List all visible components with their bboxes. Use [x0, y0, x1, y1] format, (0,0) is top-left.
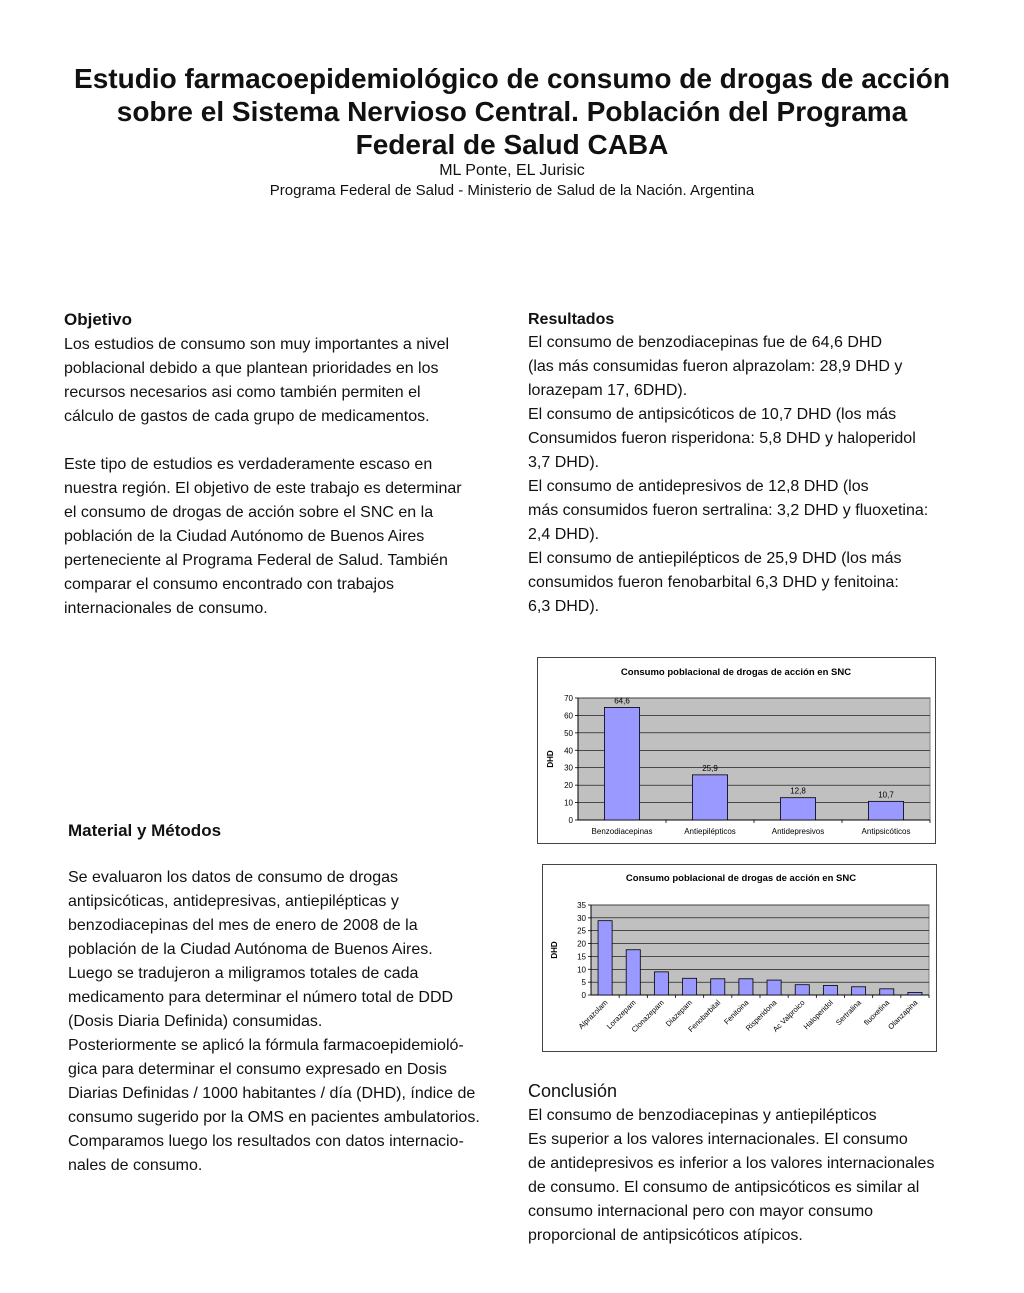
bar [767, 980, 781, 995]
text-line: Los estudios de consumo son muy importantes a nivel [64, 336, 450, 353]
section-heading: Conclusión [528, 1081, 618, 1101]
text-line: consumo internacional pero con mayor consumo [528, 1203, 874, 1220]
bar [823, 985, 837, 995]
authors: ML Ponte, EL Jurisic [439, 162, 585, 179]
section-body [68, 866, 508, 1178]
y-tick-label: 35 [577, 901, 586, 910]
chart-title: Consumo poblacional de drogas de acción en SNC [620, 667, 852, 678]
text-line: nales de consumo. [68, 1157, 203, 1174]
conclusion-section [528, 1079, 988, 1248]
x-tick-label: Sertralina [833, 998, 863, 1028]
x-tick-label: Diazepam [663, 998, 694, 1029]
section-heading: Resultados [528, 311, 615, 328]
y-axis-label: DHD [550, 941, 559, 959]
text-line: 3,7 DHD). [528, 454, 600, 471]
title-line: sobre el Sistema Nervioso Central. Población del Programa [116, 96, 908, 127]
bar [626, 950, 640, 995]
text-line: benzodiacepinas del mes de enero de 2008 de la [68, 917, 418, 934]
section-heading: Objetivo [64, 310, 133, 329]
x-tick-label: Olanzapina [886, 998, 920, 1032]
text-line: El consumo de antipsicóticos de 10,7 DHD (los más [528, 406, 897, 423]
data-label: 64,6 [614, 696, 630, 706]
chart-categories-svg [538, 658, 935, 843]
chart-drugs-svg [543, 865, 936, 1051]
bar [654, 972, 668, 995]
text-line: más consumidos fueron sertralina: 3,2 DHD y fluoxetina: [528, 502, 929, 519]
metodos-section [68, 820, 508, 1178]
text-line: consumo sugerido por la OMS en pacientes ambulatorios. [68, 1109, 480, 1126]
text-line: recursos necesarios asi como también permiten el [64, 384, 421, 401]
bar [692, 775, 727, 820]
text-line: antipsicóticas, antidepresivas, antiepilépticas y [68, 893, 399, 910]
chart-title: Consumo poblacional de drogas de acción en SNC [625, 873, 857, 884]
bar [780, 798, 815, 820]
text-line: 6,3 DHD). [528, 598, 600, 615]
text-line: 2,4 DHD). [528, 526, 600, 543]
text-line: nuestra región. El objetivo de este trabajo es determinar [64, 480, 462, 497]
text-line: de consumo. El consumo de antipsicóticos es similar al [528, 1179, 920, 1196]
y-tick-label: 0 [568, 816, 573, 825]
bar [683, 978, 697, 995]
bar [739, 979, 753, 995]
y-tick-label: 20 [577, 939, 586, 949]
y-tick-label: 40 [564, 746, 573, 756]
section-body [528, 1104, 988, 1248]
text-line: El consumo de benzodiacepinas fue de 64,6 DHD [528, 334, 882, 351]
x-tick-label: Benzodiacepinas [591, 827, 653, 836]
plot-area [591, 905, 929, 995]
y-tick-label: 50 [564, 728, 573, 738]
text-line: poblacional debido a que plantean prioridades en los [64, 360, 439, 377]
x-tick-label: Fenobarbital [686, 998, 723, 1034]
bar [711, 979, 725, 995]
text-line: El consumo de benzodiacepinas y antiepilépticos [528, 1107, 877, 1124]
data-label: 12,8 [790, 786, 806, 796]
y-tick-label: 25 [577, 926, 586, 936]
y-tick-label: 30 [577, 913, 586, 923]
data-label: 10,7 [878, 790, 894, 800]
y-tick-label: 30 [564, 763, 573, 773]
bar [598, 921, 612, 995]
bar [604, 707, 639, 820]
text-line: Comparamos luego los resultados con datos internacio- [68, 1133, 464, 1150]
x-tick-label: Haloperidol [801, 998, 835, 1032]
text-line: Posteriormente se aplicó la fórmula farmacoepidemioló- [68, 1037, 464, 1054]
y-tick-label: 70 [564, 694, 573, 703]
x-tick-label: Antipsicóticos [861, 827, 911, 836]
text-line: proporcional de antipsicóticos atípicos. [528, 1227, 803, 1244]
poster-title [40, 62, 984, 161]
resultados-section [528, 309, 968, 619]
text-line: Es superior a los valores internacionales. El consumo [528, 1131, 908, 1148]
text-line: perteneciente al Programa Federal de Salud. También [64, 552, 448, 569]
text-line: medicamento para determinar el número total de DDD [68, 989, 454, 1006]
x-tick-label: Alprazolam [576, 998, 610, 1031]
text-line: gica para determinar el consumo expresado en Dosis [68, 1061, 447, 1078]
y-tick-label: 10 [564, 798, 573, 808]
data-label: 25,9 [702, 763, 718, 773]
text-line: El consumo de antiepilépticos de 25,9 DHD (los más [528, 550, 902, 567]
x-tick-label: fluoxetina [862, 998, 892, 1028]
x-tick-label: Antiepilépticos [684, 827, 736, 836]
y-axis-label: DHD [546, 750, 555, 768]
text-line: Diarias Definidas / 1000 habitantes / día (DHD), índice de [68, 1085, 476, 1102]
text-line: (las más consumidas fueron alprazolam: 28,9 DHD y [528, 358, 903, 375]
text-line: consumidos fueron fenobarbital 6,3 DHD y fenitoina: [528, 574, 899, 591]
y-tick-label: 15 [577, 952, 586, 962]
section-body [528, 331, 968, 619]
chart-drugs [542, 864, 937, 1052]
text-line: Se evaluaron los datos de consumo de drogas [68, 869, 398, 886]
y-tick-label: 5 [581, 978, 586, 988]
text-line: (Dosis Diaria Definida) consumidas. [68, 1013, 323, 1030]
bar [852, 987, 866, 995]
bar [908, 992, 922, 995]
text-line: el consumo de drogas de acción sobre el SNC en la [64, 504, 434, 521]
title-line: Federal de Salud CABA [355, 129, 669, 160]
x-tick-label: Ac Valproico [770, 998, 807, 1034]
title-line: Estudio farmacoepidemiológico de consumo de drogas de acción [74, 63, 950, 94]
text-line: población de la Ciudad Autónomo de Buenos Aires [64, 528, 425, 545]
text-line: internacionales de consumo. [64, 600, 268, 617]
text-line: lorazepam 17, 6DHD). [528, 382, 688, 399]
bar [868, 801, 903, 820]
text-line: de antidepresivos es inferior a los valores internacionales [528, 1155, 935, 1172]
text-line: población de la Ciudad Autónoma de Buenos Aires. [68, 941, 433, 958]
x-tick-label: Clonazepam [629, 998, 666, 1035]
text-line: comparar el consumo encontrado con trabajos [64, 576, 394, 593]
bar [795, 985, 809, 995]
x-tick-label: Risperidona [743, 998, 779, 1033]
affiliation: Programa Federal de Salud - Ministerio de Salud de la Nación. Argentina [269, 182, 755, 199]
y-tick-label: 0 [581, 991, 586, 1000]
x-tick-label: Lorazepam [604, 998, 638, 1031]
y-tick-label: 10 [577, 965, 586, 975]
text-line: cálculo de gastos de cada grupo de medicamentos. [64, 408, 430, 425]
section-body [64, 333, 504, 621]
section-heading: Material y Métodos [68, 821, 222, 840]
y-tick-label: 20 [564, 781, 573, 791]
text-line: El consumo de antidepresivos de 12,8 DHD (los [528, 478, 869, 495]
text-line: Luego se tradujeron a miligramos totales de cada [68, 965, 419, 982]
x-tick-label: Antidepresivos [771, 827, 825, 836]
x-tick-label: Fenitoina [722, 998, 751, 1027]
bar [880, 989, 894, 995]
objetivo-section [64, 309, 504, 621]
text-line [64, 429, 504, 453]
y-tick-label: 60 [564, 711, 573, 721]
text-line: Este tipo de estudios es verdaderamente escaso en [64, 456, 433, 473]
text-line: Consumidos fueron risperidona: 5,8 DHD y haloperidol [528, 430, 916, 447]
chart-categories [537, 657, 936, 844]
